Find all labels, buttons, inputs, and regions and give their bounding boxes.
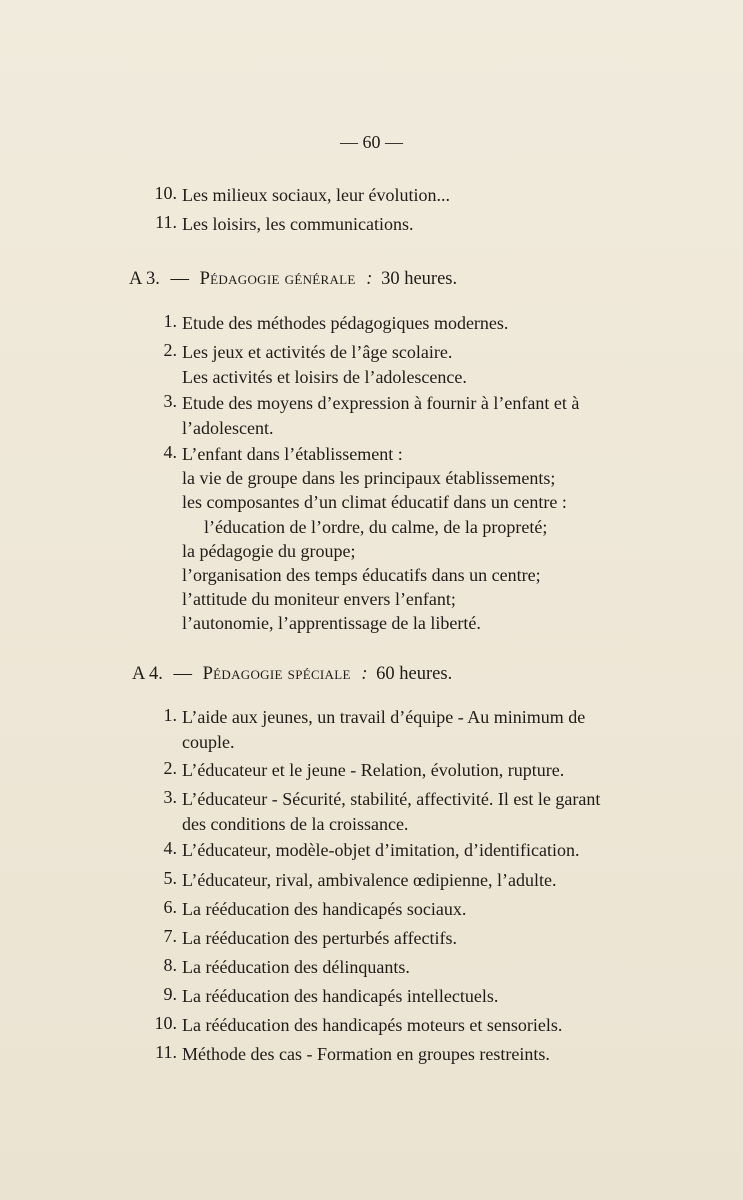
item-line: des conditions de la croissance.: [182, 814, 409, 834]
section-code: A 3.: [129, 269, 160, 289]
item-number: 3.: [163, 787, 177, 807]
item-number: 1.: [163, 311, 177, 331]
item-number: 1.: [163, 705, 177, 725]
section-code: A 4.: [132, 664, 163, 684]
section-separator: :: [361, 664, 368, 684]
item-number: 2.: [163, 340, 177, 360]
section-hours: 60 heures.: [376, 664, 453, 684]
item-line: l’organisation des temps éducatifs dans un centre;: [182, 565, 541, 586]
item-number: 2.: [163, 758, 177, 778]
item-line: L’éducateur, rival, ambivalence œdipienne, l’adulte.: [182, 870, 557, 890]
item-text: Les milieux sociaux, leur évolution...: [182, 185, 450, 205]
item-line: L’éducateur - Sécurité, stabilité, affectivité. Il est le garant: [182, 789, 601, 809]
item-number: 4.: [163, 442, 177, 462]
section-title: Pédagogie spéciale: [202, 664, 351, 684]
item-line: Les jeux et activités de l’âge scolaire.: [182, 342, 453, 362]
item-line: couple.: [182, 732, 235, 752]
item-line: Les activités et loisirs de l’adolescence.: [182, 367, 467, 387]
item-number: 10.: [154, 183, 177, 203]
item-number: 8.: [163, 955, 177, 975]
item-line: Etude des moyens d’expression à fournir à l’enfant et à: [182, 393, 580, 413]
item-line: La rééducation des handicapés intellectuels.: [182, 986, 499, 1006]
item-line: l’attitude du moniteur envers l’enfant;: [182, 589, 456, 610]
section-dash: —: [173, 664, 192, 684]
section-heading-a4: [132, 664, 452, 685]
item-number: 9.: [163, 984, 177, 1004]
page-number: — 60 —: [340, 132, 403, 152]
item-line: L’éducateur, modèle-objet d’imitation, d’identification.: [182, 840, 580, 860]
item-line: la pédagogie du groupe;: [182, 540, 356, 561]
item-line: La rééducation des délinquants.: [182, 957, 410, 977]
item-line: la vie de groupe dans les principaux établissements;: [182, 468, 556, 489]
item-line: La rééducation des perturbés affectifs.: [182, 928, 458, 948]
item-number: 3.: [163, 391, 177, 411]
section-hours: 30 heures.: [381, 269, 458, 289]
item-line: La rééducation des handicapés moteurs et sensoriels.: [182, 1015, 563, 1035]
item-number: 11.: [155, 1042, 177, 1062]
item-line: Etude des méthodes pédagogiques modernes.: [182, 313, 509, 333]
item-line: L’enfant dans l’établissement :: [182, 444, 403, 464]
item-number: 11.: [155, 212, 177, 232]
item-line: l’autonomie, l’apprentissage de la liberté.: [182, 613, 481, 634]
section-heading-a3: [129, 269, 457, 290]
item-line: l’adolescent.: [182, 418, 274, 438]
item-number: 6.: [163, 897, 177, 917]
item-text: Les loisirs, les communications.: [182, 214, 414, 234]
item-line: La rééducation des handicapés sociaux.: [182, 899, 467, 919]
section-title: Pédagogie générale: [199, 269, 356, 289]
item-line: L’aide aux jeunes, un travail d’équipe - Au minimum de: [182, 707, 586, 727]
item-number: 5.: [163, 868, 177, 888]
section-separator: :: [366, 269, 373, 289]
item-number: 7.: [163, 926, 177, 946]
item-line: L’éducateur et le jeune - Relation, évolution, rupture.: [182, 760, 565, 780]
item-line: l’éducation de l’ordre, du calme, de la propreté;: [204, 516, 548, 537]
item-line: Méthode des cas - Formation en groupes restreints.: [182, 1044, 550, 1064]
section-dash: —: [170, 269, 189, 289]
item-number: 4.: [163, 838, 177, 858]
item-line: les composantes d’un climat éducatif dans un centre :: [182, 492, 567, 513]
item-number: 10.: [154, 1013, 177, 1033]
